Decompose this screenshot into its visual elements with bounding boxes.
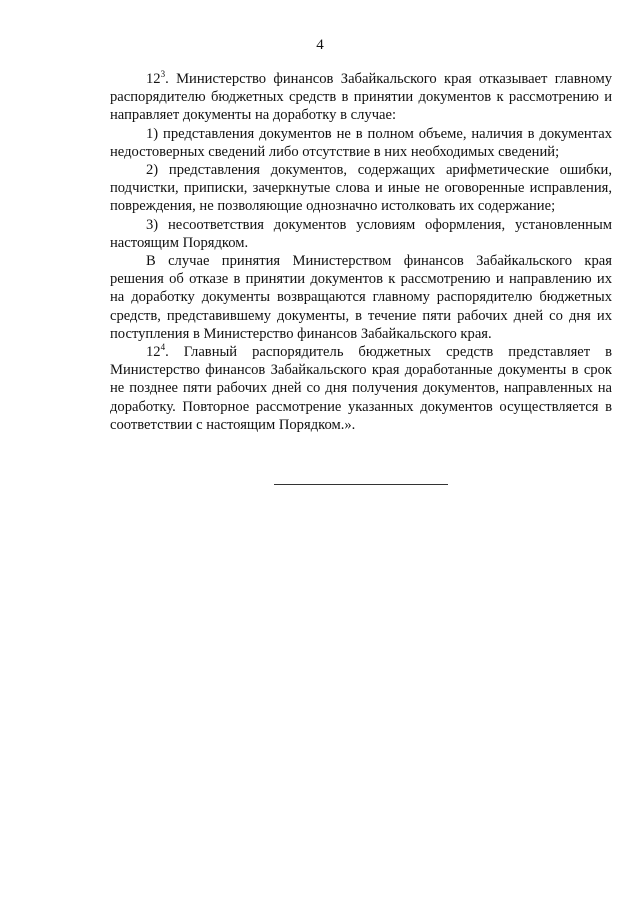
paragraph-text: . Главный распорядитель бюджетных средств представляет в Министерство финансов Забайкальского края доработанные документы в срок не позднее пяти рабочих дней со дня получения документов, направленных на доработку. Повторное рассмотрение указанных документов осуществляется в соответствии с настоящим Порядком.». [110,344,612,433]
list-item-2: 2) представления документов, содержащих арифметические ошибки, подчистки, приписки, зачеркнутые слова и иные не оговоренные исправления, повреждения, не позволяющие однозначно истолковать их содержание; [110,162,612,215]
list-item-3: 3) несоответствия документов условиям оформления, установленным настоящим Порядком. [110,216,612,251]
paragraph-superscript: 4 [160,342,166,353]
paragraph-superscript: 3 [160,69,166,80]
page-number: 4 [316,37,324,53]
paragraph-12-3 [110,70,612,125]
paragraph-text: . Министерство финансов Забайкальского края отказывает главному распорядителю бюджетных средств в принятии документов к рассмотрению и направляет документы на доработку в случае: [110,71,612,124]
paragraph-number: 12 [146,71,161,87]
paragraph-refusal: В случае принятия Министерством финансов Забайкальского края решения об отказе в принятии документов к рассмотрению и направлению их на доработку документы возвращаются главному распорядителю бюджетных средств, представившему документы, в течение пяти рабочих дней со дня их поступления в Министерство финансов Забайкальского края. [110,253,612,342]
list-item-1: 1) представления документов не в полном объеме, наличия в документах недостоверных сведений либо отсутствие в них необходимых сведений; [110,125,612,160]
end-divider [274,484,448,485]
document-body [110,70,612,434]
paragraph-12-4 [110,343,612,434]
paragraph-number: 12 [146,344,161,361]
